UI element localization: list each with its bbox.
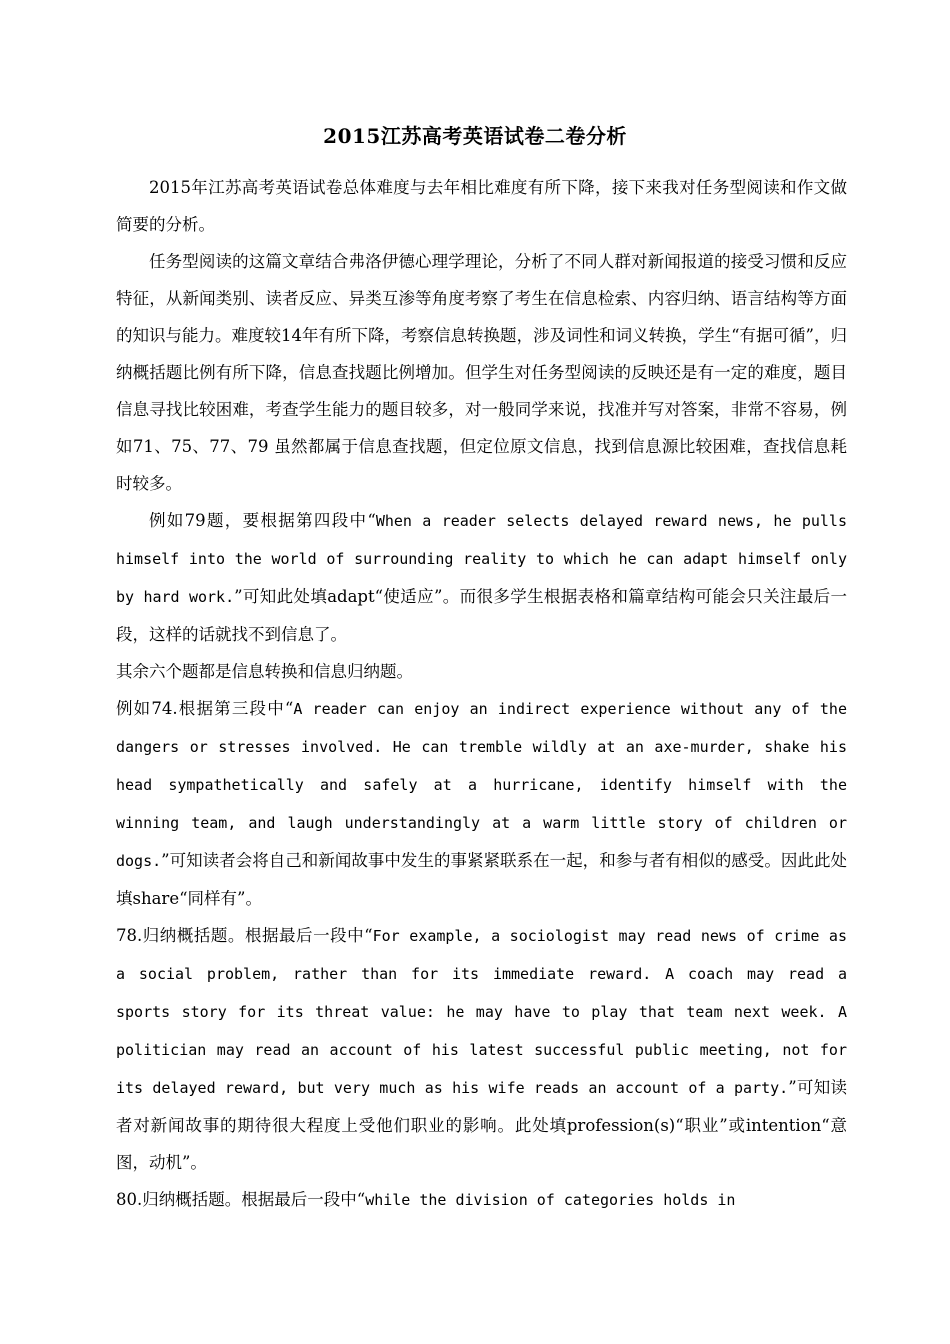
paragraph-text: 80.归纳概括题。根据最后一段中“ — [116, 1190, 366, 1209]
paragraph-text: 例如74.根据第三段中“ — [116, 699, 294, 718]
english-quote: For example, a sociologist may read news of crime as a social problem, rather than for its immediate reward. A coach may read a sports story for its threat value: he may have to play that team next week. A politician may read an account of his latest successful public meeting, not for its delayed reward, but very much as his wife reads an account of a party. — [116, 927, 847, 1097]
paragraph-text: ”可知读者会将自己和新闻故事中发生的事紧紧联系在一起，和参与者有相似的感受。因此此处填share“同样有”。 — [116, 851, 847, 908]
paragraph — [116, 917, 847, 1181]
paragraph-text: 其余六个题都是信息转换和信息归纳题。 — [116, 662, 413, 681]
paragraph-text: 2015年江苏高考英语试卷总体难度与去年相比难度有所下降，接下来我对任务型阅读和作文做简要的分析。 — [116, 178, 847, 234]
paragraph-text: 78.归纳概括题。根据最后一段中“ — [116, 926, 373, 945]
document-title: 2015江苏高考英语试卷二卷分析 — [323, 124, 627, 148]
english-quote: A reader can enjoy an indirect experience without any of the dangers or stresses involved. He can tremble wildly at an axe-murder, shake his head sympathetically and safely at a hurricane, identify himself with the winning team, and laugh understandingly at a warm little story of children or dogs. — [116, 700, 847, 870]
paragraph — [116, 169, 847, 243]
paragraph-text: ”可知读者对新闻故事的期待很大程度上受他们职业的影响。此处填profession(s)“职业”或intention“意图，动机”。 — [116, 1078, 847, 1172]
english-quote: while the division of categories holds in — [365, 1191, 736, 1209]
paragraph — [116, 653, 847, 690]
english-quote: When a reader selects delayed reward news, he pulls himself into the world of surrounding reality to which he can adapt himself only by hard work. — [116, 512, 847, 606]
paragraph-text: 任务型阅读的这篇文章结合弗洛伊德心理学理论，分析了不同人群对新闻报道的接受习惯和反应特征，从新闻类别、读者反应、异类互渗等角度考察了考生在信息检索、内容归纳、语言结构等方面的知识与能力。难度较14年有所下降，考察信息转换题，涉及词性和词义转换，学生“有据可循”，归纳概括题比例有所下降，信息查找题比例增加。但学生对任务型阅读的反映还是有一定的难度，题目信息寻找比较困难，考查学生能力的题目较多，对一般同学来说，找准并写对答案，非常不容易，例如71、75、77、79 虽然都属于信息查找题，但定位原文信息，找到信息源比较困难，查找信息耗时较多。 — [116, 252, 847, 493]
paragraph — [116, 502, 847, 653]
paragraph — [116, 1181, 847, 1219]
document-body — [116, 169, 847, 1219]
paragraph — [116, 690, 847, 917]
paragraph — [116, 243, 847, 502]
paragraph-text: ”可知此处填adapt“使适应”。而很多学生根据表格和篇章结构可能会只关注最后一段，这样的话就找不到信息了。 — [116, 587, 847, 644]
paragraph-text: 例如79题，要根据第四段中“ — [149, 511, 376, 530]
